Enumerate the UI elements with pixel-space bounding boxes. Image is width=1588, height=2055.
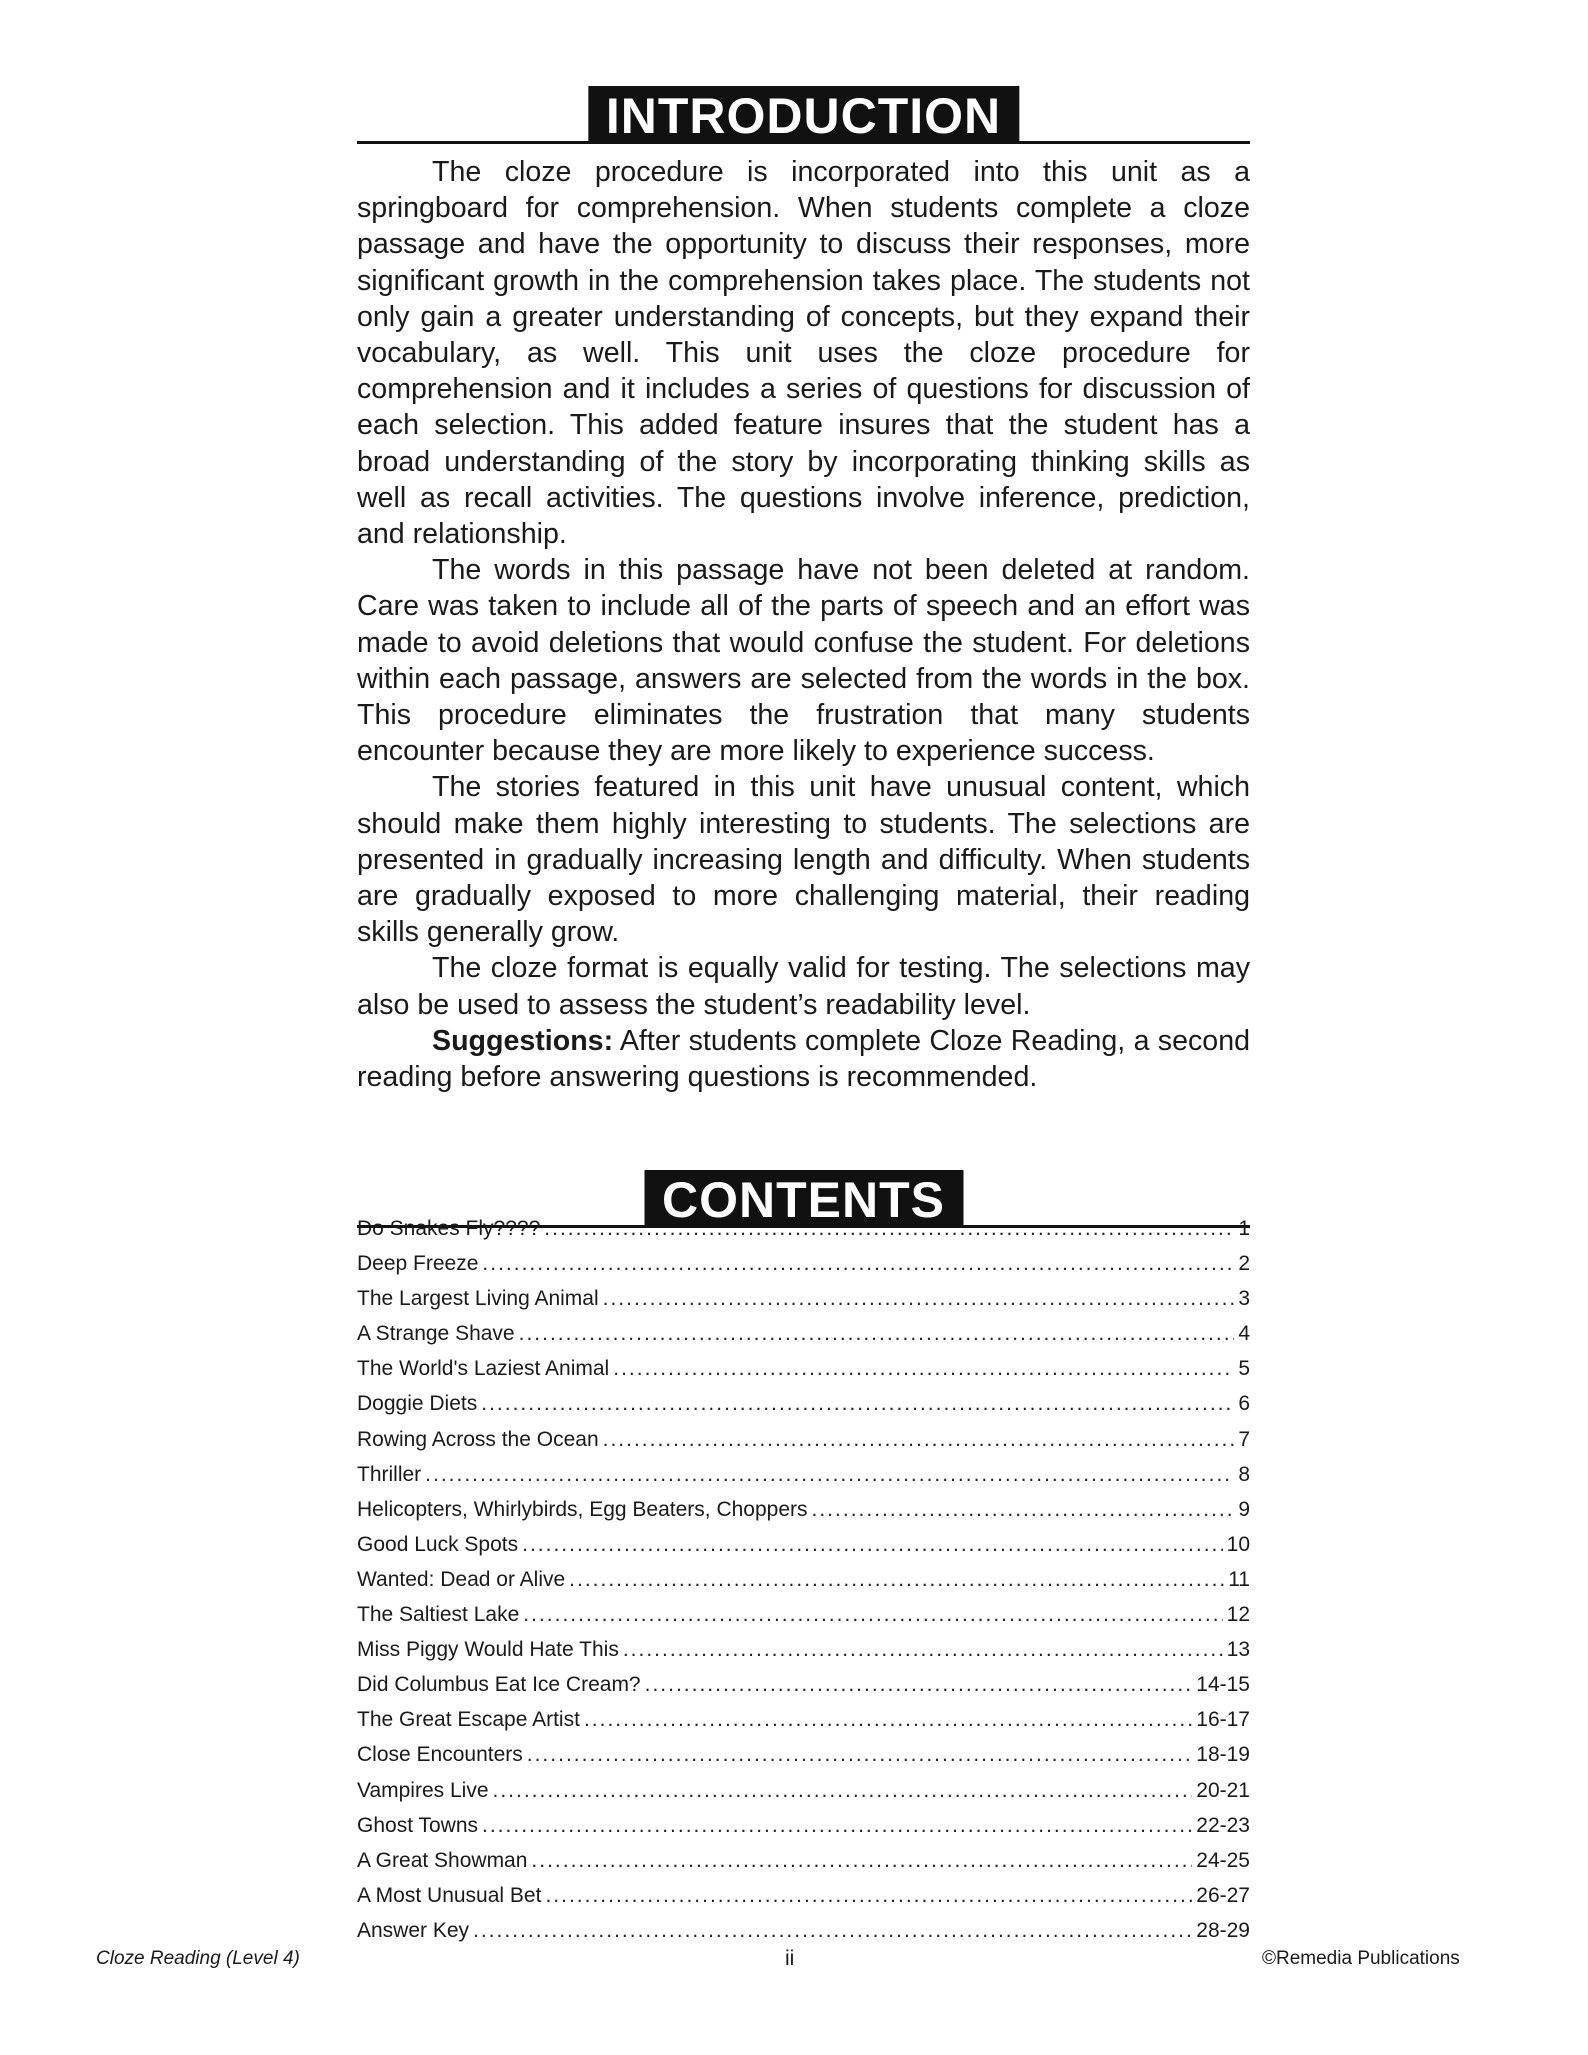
toc-entry-title: Good Luck Spots [357, 1532, 519, 1556]
toc-entry [357, 1422, 1250, 1457]
toc-dot-leader [531, 1843, 1192, 1878]
toc-entry-page: 12 [1226, 1603, 1250, 1627]
toc-entry-page: 26-27 [1196, 1883, 1250, 1907]
toc-dot-leader [425, 1457, 1234, 1492]
toc-entry-title: A Most Unusual Bet [357, 1883, 542, 1907]
toc-entry-page: 24-25 [1196, 1848, 1250, 1872]
suggestions-label: Suggestions: [432, 1024, 614, 1057]
toc-entry-page: 13 [1226, 1638, 1250, 1662]
toc-entry-page: 2 [1238, 1252, 1250, 1276]
toc-dot-leader [569, 1562, 1224, 1597]
table-of-contents [357, 1211, 1250, 1948]
toc-entry-title: Wanted: Dead or Alive [357, 1567, 566, 1591]
toc-entry-page: 28-29 [1196, 1918, 1250, 1942]
toc-entry-title: The Saltiest Lake [357, 1603, 520, 1627]
toc-entry-page: 8 [1238, 1462, 1250, 1486]
toc-entry-page: 3 [1238, 1287, 1250, 1311]
toc-entry-page: 18-19 [1196, 1743, 1250, 1767]
toc-entry-title: Answer Key [357, 1918, 470, 1942]
toc-entry-title: The World's Laziest Animal [357, 1357, 610, 1381]
toc-dot-leader [812, 1492, 1235, 1527]
toc-entry [357, 1667, 1250, 1702]
toc-entry-title: Miss Piggy Would Hate This [357, 1638, 619, 1662]
toc-entry-title: The Great Escape Artist [357, 1708, 580, 1732]
toc-entry [357, 1527, 1250, 1562]
toc-dot-leader [645, 1667, 1193, 1702]
toc-entry-page: 6 [1238, 1392, 1250, 1416]
introduction-body [357, 154, 1250, 1095]
toc-entry-page: 1 [1238, 1217, 1250, 1240]
intro-paragraph: The stories featured in this unit have unusual content, which should make them highly interesting to students. The selections are presented in gradually increasing length and difficulty. When students are gradually exposed to more challenging material, their reading skills generally grow. [357, 771, 1250, 949]
toc-entry [357, 1843, 1250, 1878]
toc-dot-leader [544, 1211, 1234, 1246]
toc-dot-leader [623, 1632, 1223, 1667]
toc-entry-title: Ghost Towns [357, 1813, 479, 1837]
toc-entry [357, 1246, 1250, 1281]
toc-entry-title: Thriller [357, 1462, 422, 1486]
toc-dot-leader [519, 1316, 1235, 1351]
toc-entry-page: 10 [1226, 1532, 1250, 1556]
footer-publisher: ©Remedia Publications [1262, 1948, 1460, 1969]
intro-paragraph: The words in this passage have not been deleted at random. Care was taken to include all of the parts of speech and an effort was made to avoid deletions that would confuse the student. For deletions within each passage, answers are selected from the words in the box. This procedure eliminates the frustration that many students encounter because they are more likely to experience success. [357, 554, 1250, 768]
toc-entry [357, 1702, 1250, 1737]
toc-dot-leader [603, 1281, 1235, 1316]
introduction-heading-block [357, 88, 1250, 148]
toc-entry-title: Doggie Diets [357, 1392, 478, 1416]
toc-entry [357, 1808, 1250, 1843]
toc-dot-leader [493, 1773, 1193, 1808]
toc-entry-page: 16-17 [1196, 1708, 1250, 1732]
toc-entry-title: Do Snakes Fly???? [357, 1217, 541, 1240]
suggestions-text: After students complete Cloze Reading, a second reading before answering questions is recommended. [357, 1024, 1250, 1094]
toc-dot-leader [603, 1422, 1235, 1457]
toc-entry [357, 1211, 1250, 1246]
toc-dot-leader [522, 1527, 1223, 1562]
toc-entry-page: 5 [1238, 1357, 1250, 1381]
toc-entry-page: 20-21 [1196, 1778, 1250, 1802]
toc-entry [357, 1913, 1250, 1948]
toc-entry [357, 1457, 1250, 1492]
toc-entry-title: Did Columbus Eat Ice Cream? [357, 1673, 641, 1697]
toc-entry-title: Rowing Across the Ocean [357, 1427, 599, 1451]
toc-entry-page: 14-15 [1196, 1673, 1250, 1697]
toc-entry-title: Close Encounters [357, 1743, 523, 1767]
toc-entry-page: 9 [1238, 1497, 1250, 1521]
toc-entry [357, 1351, 1250, 1386]
toc-entry-page: 7 [1238, 1427, 1250, 1451]
toc-entry-title: The Largest Living Animal [357, 1287, 599, 1311]
toc-entry-title: A Great Showman [357, 1848, 528, 1872]
toc-entry [357, 1737, 1250, 1772]
suggestions-paragraph [357, 1023, 1250, 1095]
toc-entry [357, 1386, 1250, 1421]
toc-dot-leader [482, 1246, 1234, 1281]
toc-entry [357, 1773, 1250, 1808]
introduction-heading: INTRODUCTION [588, 86, 1019, 144]
toc-entry-title: Vampires Live [357, 1778, 489, 1802]
toc-entry [357, 1597, 1250, 1632]
toc-entry-title: Helicopters, Whirlybirds, Egg Beaters, Choppers [357, 1497, 808, 1521]
toc-entry [357, 1492, 1250, 1527]
toc-entry [357, 1562, 1250, 1597]
toc-dot-leader [481, 1386, 1234, 1421]
toc-dot-leader [527, 1737, 1193, 1772]
toc-entry [357, 1878, 1250, 1913]
toc-entry [357, 1316, 1250, 1351]
toc-entry [357, 1632, 1250, 1667]
footer-book-title: Cloze Reading (Level 4) [96, 1948, 300, 1969]
toc-dot-leader [482, 1808, 1192, 1843]
toc-entry-title: Deep Freeze [357, 1252, 479, 1276]
toc-entry-title: A Strange Shave [357, 1322, 515, 1346]
toc-entry-page: 4 [1238, 1322, 1250, 1346]
footer-page-number: ii [785, 1947, 795, 1970]
toc-dot-leader [613, 1351, 1234, 1386]
toc-entry-page: 22-23 [1196, 1813, 1250, 1837]
toc-entry [357, 1281, 1250, 1316]
intro-paragraph: The cloze procedure is incorporated into this unit as a springboard for comprehension. When students complete a cloze passage and have the opportunity to discuss their responses, more significant growth in the comprehension takes place. The students not only gain a greater understanding of concepts, but they expand their vocabulary, as well. This unit uses the cloze procedure for comprehension and it includes a series of questions for discussion of each selection. This added feature insures that the student has a broad understanding of the story by incorporating thinking skills as well as recall activities. The questions involve inference, prediction, and relationship. [357, 156, 1250, 551]
toc-dot-leader [584, 1702, 1192, 1737]
toc-entry-page: 11 [1228, 1567, 1250, 1591]
intro-paragraph: The cloze format is equally valid for testing. The selections may also be used to assess the student’s readability level. [357, 952, 1250, 1021]
toc-dot-leader [523, 1597, 1222, 1632]
toc-dot-leader [473, 1913, 1192, 1948]
toc-dot-leader [545, 1878, 1192, 1913]
contents-heading: CONTENTS [644, 1170, 963, 1228]
